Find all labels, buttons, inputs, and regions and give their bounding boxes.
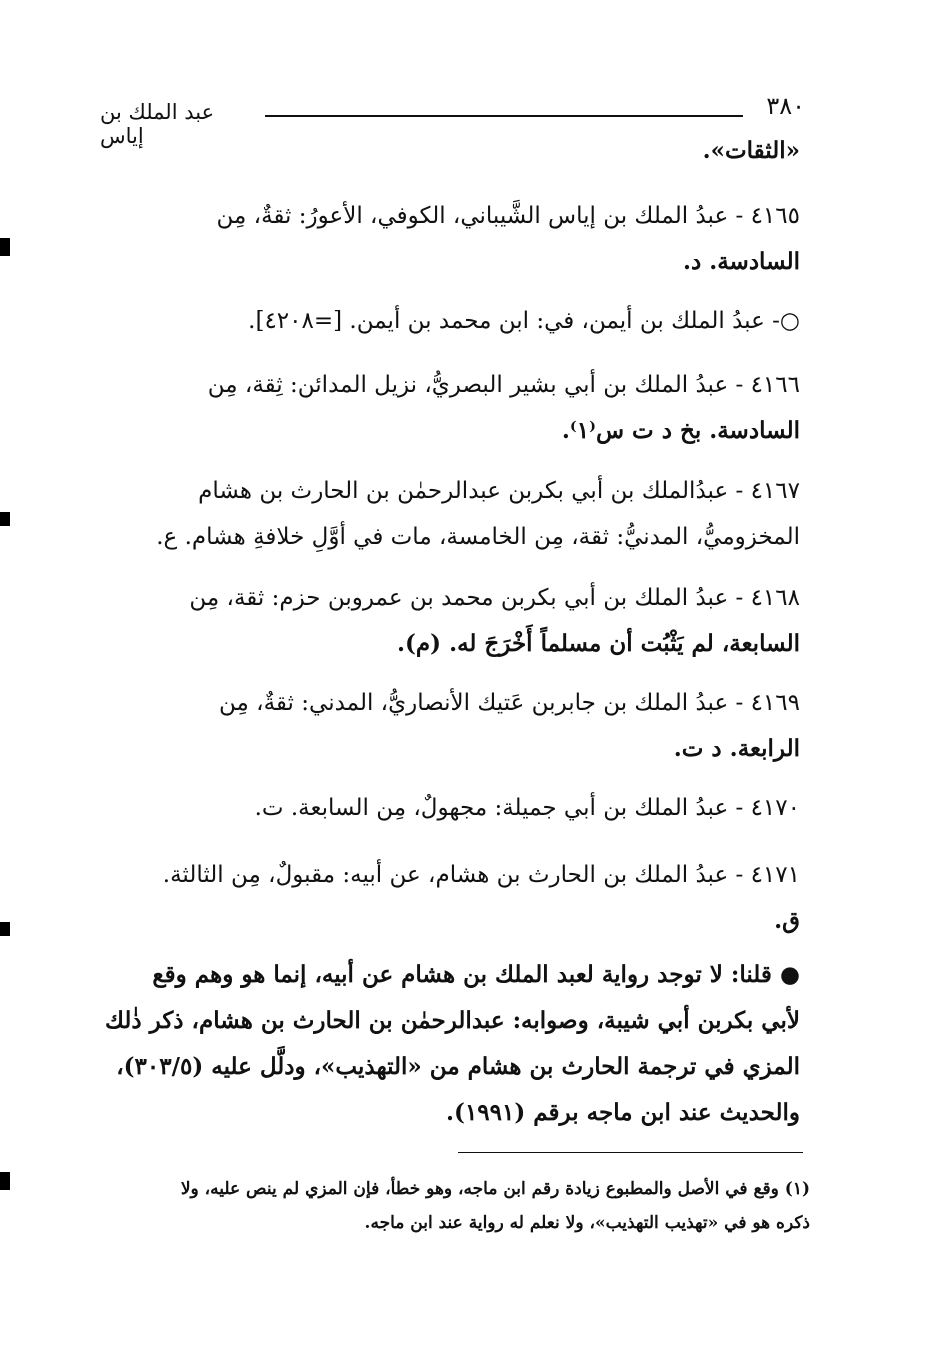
opening-line: «الثقات».	[702, 137, 800, 164]
entry-line: ٤١٧١ - عبدُ الملك بن الحارث بن هشام، عن أبيه: مقبولٌ، مِن الثالثة.	[162, 862, 800, 888]
note-line: لأبي بكربن أبي شيبة، وصوابه: عبدالرحمٰن بن الحارث بن هشام، ذكر ذٰلك	[105, 1007, 800, 1034]
entry-line: السادسة. د.	[682, 248, 800, 275]
note-line: المزي في ترجمة الحارث بن هشام من «التهذيب»، ودلَّل عليه (٣٠٣/٥)،	[116, 1053, 800, 1080]
entry-line: السادسة. بخ د ت س⁽١⁾.	[561, 417, 800, 444]
entry-line: ق.	[774, 907, 800, 934]
entry-line: السابعة، لم يَثْبُت أن مسلماً أَخْرَجَ له. (م).	[397, 630, 800, 657]
footnote-rule	[458, 1152, 803, 1153]
running-title: عبد الملك بن إياس	[100, 100, 215, 148]
note-line: ● قلنا: لا توجد رواية لعبد الملك بن هشام عن أبيه، إنما هو وهم وقع	[152, 961, 800, 988]
entry-line: ٤١٦٨ - عبدُ الملك بن أبي بكربن محمد بن عمروبن حزم: ثقة، مِن	[189, 585, 800, 611]
header-rule	[265, 115, 743, 117]
scan-edge-mark	[0, 512, 10, 526]
entry-4165	[80, 193, 800, 285]
note-line: والحديث عند ابن ماجه برقم (١٩٩١).	[446, 1099, 800, 1126]
editors-note	[80, 952, 800, 1136]
entry-line: ٤١٦٧ - عبدُالملك بن أبي بكربن عبدالرحمٰن بن الحارث بن هشام	[198, 478, 800, 504]
entry-line: ○- عبدُ الملك بن أيمن، في: ابن محمد بن أيمن. [=٤٢٠٨].	[248, 308, 800, 334]
scan-edge-mark	[0, 1172, 10, 1190]
entry-line: الرابعة. د ت.	[673, 735, 800, 762]
footnote-line: (١) وقع في الأصل والمطبوع زيادة رقم ابن ماجه، وهو خطأ، فإن المزي لم ينص عليه، ولا	[180, 1179, 810, 1199]
footnote	[90, 1172, 810, 1240]
entry-4167	[80, 468, 800, 560]
entry-4166	[80, 362, 800, 454]
entry-line: ٤١٦٩ - عبدُ الملك بن جابربن عَتيك الأنصاريُّ، المدني: ثقةٌ، مِن	[219, 690, 800, 716]
scan-edge-mark	[0, 238, 10, 256]
footnote-line: ذكره هو في «تهذيب التهذيب»، ولا نعلم له رواية عند ابن ماجه.	[364, 1213, 810, 1233]
scan-edge-mark	[0, 922, 10, 936]
cross-reference-aiman	[80, 298, 800, 344]
entry-line: ٤١٧٠ - عبدُ الملك بن أبي جميلة: مجهولٌ، مِن السابعة. ت.	[254, 795, 800, 821]
entry-4170	[80, 785, 800, 831]
entry-4169	[80, 680, 800, 772]
page-number: ٣٨٠	[766, 92, 805, 120]
entry-4168	[80, 575, 800, 667]
entry-line: المخزوميُّ، المدنيُّ: ثقة، مِن الخامسة، مات في أوَّلِ خلافةِ هشام. ع.	[156, 524, 800, 550]
entry-4171	[80, 852, 800, 944]
entry-line: ٤١٦٦ - عبدُ الملك بن أبي بشير البصريُّ، نزيل المدائن: ثِقة، مِن	[207, 372, 800, 398]
entry-line: ٤١٦٥ - عبدُ الملك بن إياس الشَّيباني، الكوفي، الأعورُ: ثقةٌ، مِن	[216, 203, 800, 229]
